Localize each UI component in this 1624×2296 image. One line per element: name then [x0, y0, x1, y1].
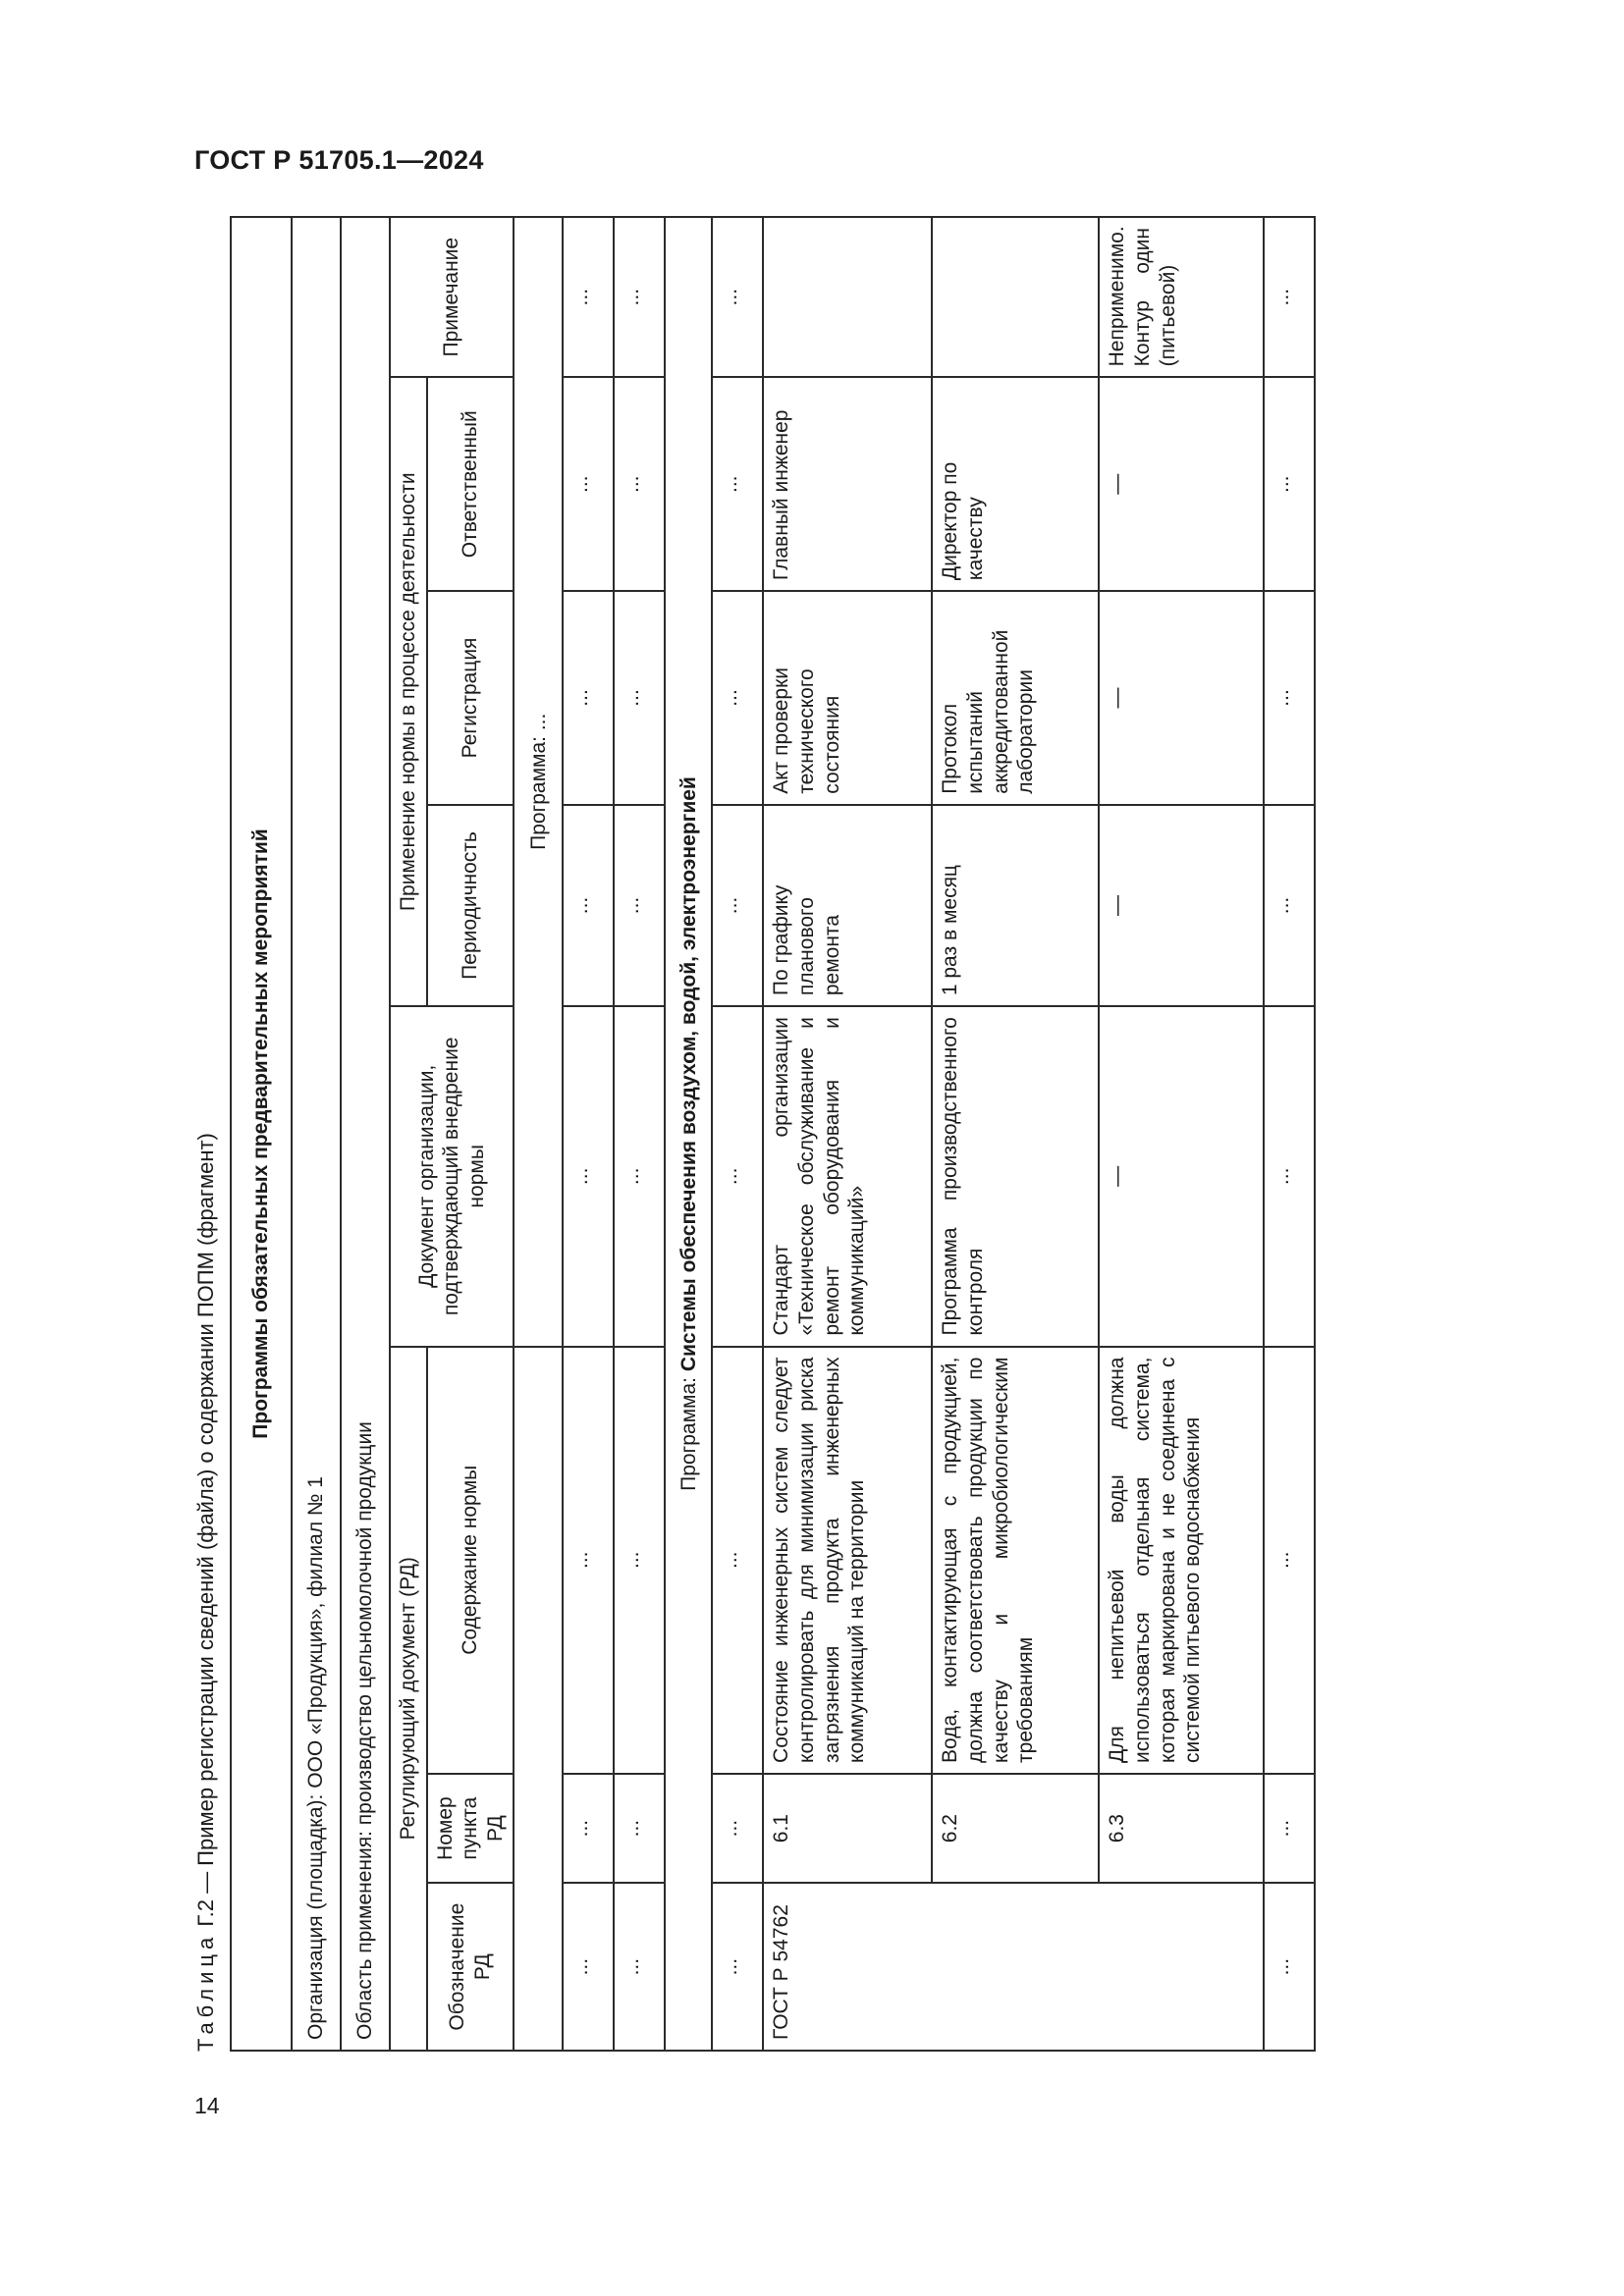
- ellipsis-cell: ...: [563, 1347, 614, 1774]
- ellipsis-cell: ...: [1264, 1883, 1315, 2051]
- periodicity-cell: 1 раз в месяц: [932, 805, 1099, 1006]
- table-banner: Программы обязательных предварительных мероприятий: [231, 217, 292, 2051]
- ellipsis-cell: ...: [614, 1006, 665, 1346]
- table-caption: [183, 216, 230, 2052]
- ellipsis-cell: ...: [563, 1774, 614, 1883]
- organization-row: Организация (площадка): ООО «Продукция», филиал № 1: [292, 217, 341, 2051]
- org-document-cell: Программа производственного контроля: [932, 1006, 1099, 1346]
- registration-cell: —: [1099, 591, 1264, 805]
- ellipsis-row: [614, 217, 665, 2051]
- ellipsis-cell: ...: [712, 1883, 763, 2051]
- org-document-cell: —: [1099, 1006, 1264, 1346]
- caption-text: Г.2 — Пример регистрации сведений (файла) о содержании ПОПМ (фрагмент): [193, 1133, 218, 1933]
- ellipsis-cell: ...: [1264, 1347, 1315, 1774]
- ellipsis-cell: ...: [614, 1347, 665, 1774]
- table-row: [1099, 217, 1264, 2051]
- header-content: Содержание нормы: [427, 1347, 514, 1774]
- header-responsible: Ответственный: [427, 377, 514, 591]
- clause-cell: 6.2: [932, 1774, 1099, 1883]
- header-registration: Регистрация: [427, 591, 514, 805]
- ellipsis-row: [1264, 217, 1315, 2051]
- ellipsis-cell: ...: [614, 1883, 665, 2051]
- ellipsis-cell: ...: [563, 377, 614, 591]
- table-row: [763, 217, 932, 2051]
- ellipsis-cell: ...: [1264, 217, 1315, 377]
- org-document-cell: Стандарт организации «Техническое обслуживание и ремонт оборудования и коммуникаций»: [763, 1006, 932, 1346]
- content-cell: Состояние инженерных систем следует контролировать для минимизации риска загрязнения продукта инженерных коммуникаций на территории: [763, 1347, 932, 1774]
- program-1-label: Программа: ...: [514, 217, 563, 1347]
- ellipsis-cell: ...: [712, 591, 763, 805]
- scope-row: Область применения: производство цельномолочной продукции: [341, 217, 390, 2051]
- header-application-group: Применение нормы в процессе деятельности: [390, 377, 427, 1006]
- ellipsis-cell: ...: [563, 217, 614, 377]
- ellipsis-cell: ...: [563, 1883, 614, 2051]
- note-cell: [763, 217, 932, 377]
- program-2-title: Системы обеспечения воздухом, водой, электроэнергией: [677, 776, 700, 1372]
- ellipsis-cell: ...: [1264, 377, 1315, 591]
- ellipsis-cell: ...: [563, 1006, 614, 1346]
- registration-cell: Протокол испытаний аккредитованной лаборатории: [932, 591, 1099, 805]
- registration-cell: Акт проверки технического состояния: [763, 591, 932, 805]
- responsible-cell: Главный инженер: [763, 377, 932, 591]
- ellipsis-cell: ...: [1264, 1006, 1315, 1346]
- program-2-row: [665, 217, 712, 2051]
- program-2-prefix: Программа:: [677, 1371, 700, 1491]
- content-cell: Для непитьевой воды должна использоваться отдельная система, которая маркирована и не соединена с системой питьевого водоснабжения: [1099, 1347, 1264, 1774]
- periodicity-cell: По графику планового ремонта: [763, 805, 932, 1006]
- ellipsis-row: [563, 217, 614, 2051]
- ellipsis-cell: ...: [614, 805, 665, 1006]
- ellipsis-cell: ...: [614, 377, 665, 591]
- content-cell: Вода, контактирующая с продукцией, должна соответствовать продукции по качеству и микробиологическим требованиям: [932, 1347, 1099, 1774]
- responsible-cell: Директор по качеству: [932, 377, 1099, 591]
- ellipsis-row: [712, 217, 763, 2051]
- ellipsis-cell: ...: [712, 805, 763, 1006]
- ellipsis-cell: ...: [1264, 591, 1315, 805]
- clause-cell: 6.3: [1099, 1774, 1264, 1883]
- ellipsis-cell: ...: [712, 217, 763, 377]
- program-1-left-blank: [514, 1347, 563, 2051]
- ellipsis-cell: ...: [563, 805, 614, 1006]
- header-org-document: Документ организации, подтверждающий внедрение нормы: [390, 1006, 514, 1346]
- caption-prefix: Таблица: [193, 1932, 218, 2052]
- ellipsis-cell: ...: [563, 591, 614, 805]
- header-note: Примечание: [390, 217, 514, 377]
- document-header: ГОСТ Р 51705.1—2024: [194, 145, 484, 175]
- note-cell: [932, 217, 1099, 377]
- ellipsis-cell: ...: [712, 1006, 763, 1346]
- ellipsis-cell: ...: [712, 1774, 763, 1883]
- responsible-cell: —: [1099, 377, 1264, 591]
- ellipsis-cell: ...: [614, 1774, 665, 1883]
- ellipsis-cell: ...: [1264, 805, 1315, 1006]
- page-number: 14: [194, 2093, 220, 2118]
- rotated-table-area: [183, 216, 1312, 2052]
- ellipsis-cell: ...: [614, 217, 665, 377]
- header-clause-number: Номер пункта РД: [427, 1774, 514, 1883]
- header-designation: Обозначение РД: [427, 1883, 514, 2051]
- header-periodicity: Периодичность: [427, 805, 514, 1006]
- ellipsis-cell: ...: [1264, 1774, 1315, 1883]
- table-row: [932, 217, 1099, 2051]
- designation-cell: ГОСТ Р 54762: [763, 1883, 1264, 2051]
- ellipsis-cell: ...: [712, 377, 763, 591]
- clause-cell: 6.1: [763, 1774, 932, 1883]
- popm-table: [230, 216, 1316, 2052]
- ellipsis-cell: ...: [712, 1347, 763, 1774]
- header-rd-group: Регулирующий документ (РД): [390, 1347, 427, 2051]
- ellipsis-cell: ...: [614, 591, 665, 805]
- periodicity-cell: —: [1099, 805, 1264, 1006]
- note-cell: Неприменимо. Контур один (питьевой): [1099, 217, 1264, 377]
